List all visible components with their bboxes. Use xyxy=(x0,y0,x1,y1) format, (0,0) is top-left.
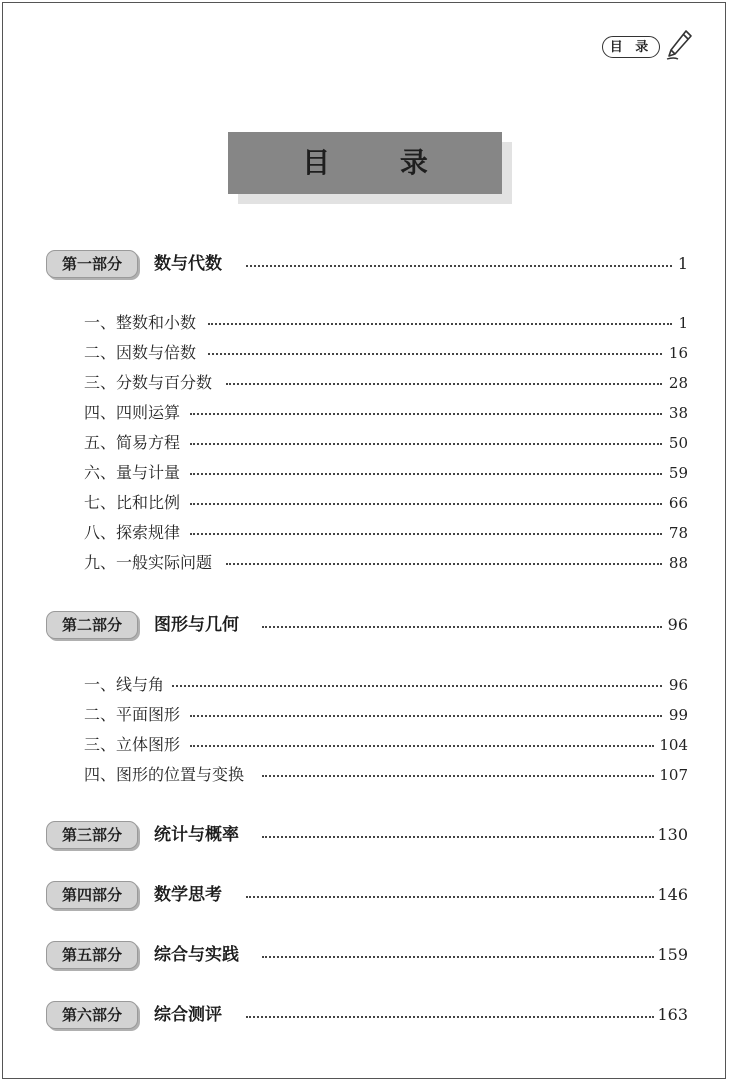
page-number: 59 xyxy=(668,464,688,482)
page-number: 66 xyxy=(668,494,688,512)
toc-chapter[interactable] xyxy=(0,400,730,426)
dot-leader xyxy=(246,896,654,898)
part-title: 综合与实践 xyxy=(154,945,239,965)
chapter-title: 二、平面图形 xyxy=(84,705,181,724)
dot-leader xyxy=(262,626,662,628)
page-number: 107 xyxy=(659,766,688,784)
page-number: 88 xyxy=(668,554,688,572)
toc-chapter[interactable] xyxy=(0,520,730,546)
toc-part-2[interactable] xyxy=(0,611,730,639)
toc-chapter[interactable] xyxy=(0,490,730,516)
part-label: 第一部分 xyxy=(46,250,138,278)
dot-leader xyxy=(208,353,662,355)
dot-leader xyxy=(262,775,654,777)
toc-chapter[interactable] xyxy=(0,732,730,758)
toc-chapter[interactable] xyxy=(0,550,730,576)
page-number: 159 xyxy=(657,945,688,964)
toc-part-5[interactable] xyxy=(0,941,730,969)
dot-leader xyxy=(246,1016,654,1018)
dot-leader xyxy=(246,265,672,267)
chapter-title: 一、线与角 xyxy=(84,675,165,694)
page-number: 1 xyxy=(678,314,688,332)
page-number: 16 xyxy=(668,344,688,362)
part-label: 第六部分 xyxy=(46,1001,138,1029)
page-number: 99 xyxy=(668,706,688,724)
toc-chapter[interactable] xyxy=(0,430,730,456)
page-number: 130 xyxy=(657,825,688,844)
toc-chapter[interactable] xyxy=(0,310,730,336)
page-number: 96 xyxy=(667,615,688,634)
page-title: 目 录 xyxy=(228,132,502,194)
page-number: 1 xyxy=(677,254,688,273)
toc-part-4[interactable] xyxy=(0,881,730,909)
page-number: 104 xyxy=(659,736,688,754)
chapter-title: 三、分数与百分数 xyxy=(84,373,213,392)
toc-part-3[interactable] xyxy=(0,821,730,849)
toc-chapter[interactable] xyxy=(0,702,730,728)
pencil-icon xyxy=(664,28,694,62)
toc-chapter[interactable] xyxy=(0,370,730,396)
part-label: 第四部分 xyxy=(46,881,138,909)
toc-part-6[interactable] xyxy=(0,1001,730,1029)
part-title: 数与代数 xyxy=(154,254,222,274)
chapter-title: 四、图形的位置与变换 xyxy=(84,765,245,784)
part-title: 综合测评 xyxy=(154,1005,222,1025)
part-title: 数学思考 xyxy=(154,885,222,905)
dot-leader xyxy=(190,745,654,747)
page-number: 96 xyxy=(668,676,688,694)
page-number: 38 xyxy=(668,404,688,422)
dot-leader xyxy=(190,443,662,445)
chapter-title: 七、比和比例 xyxy=(84,493,181,512)
dot-leader xyxy=(190,503,662,505)
dot-leader xyxy=(190,473,662,475)
toc-part-1[interactable] xyxy=(0,250,730,278)
toc-chapter[interactable] xyxy=(0,340,730,366)
running-header-tag: 目 录 xyxy=(602,36,660,58)
chapter-title: 六、量与计量 xyxy=(84,463,181,482)
dot-leader xyxy=(262,836,654,838)
chapter-title: 九、一般实际问题 xyxy=(84,553,213,572)
dot-leader xyxy=(226,563,662,565)
toc-chapter[interactable] xyxy=(0,762,730,788)
dot-leader xyxy=(190,533,662,535)
chapter-title: 四、四则运算 xyxy=(84,403,181,422)
toc-chapter[interactable] xyxy=(0,460,730,486)
chapter-title: 二、因数与倍数 xyxy=(84,343,197,362)
part-label: 第二部分 xyxy=(46,611,138,639)
dot-leader xyxy=(262,956,654,958)
dot-leader xyxy=(190,413,662,415)
chapter-title: 一、整数和小数 xyxy=(84,313,197,332)
part-title: 统计与概率 xyxy=(154,825,239,845)
chapter-title: 八、探索规律 xyxy=(84,523,181,542)
dot-leader xyxy=(190,715,662,717)
toc-chapter[interactable] xyxy=(0,672,730,698)
dot-leader xyxy=(208,323,672,325)
page-number: 28 xyxy=(668,374,688,392)
page-number: 146 xyxy=(657,885,688,904)
dot-leader xyxy=(172,685,662,687)
chapter-title: 五、简易方程 xyxy=(84,433,181,452)
part-title: 图形与几何 xyxy=(154,615,239,635)
part-label: 第三部分 xyxy=(46,821,138,849)
page-number: 50 xyxy=(668,434,688,452)
page-number: 78 xyxy=(668,524,688,542)
part-label: 第五部分 xyxy=(46,941,138,969)
page-number: 163 xyxy=(657,1005,688,1024)
chapter-title: 三、立体图形 xyxy=(84,735,181,754)
dot-leader xyxy=(226,383,662,385)
